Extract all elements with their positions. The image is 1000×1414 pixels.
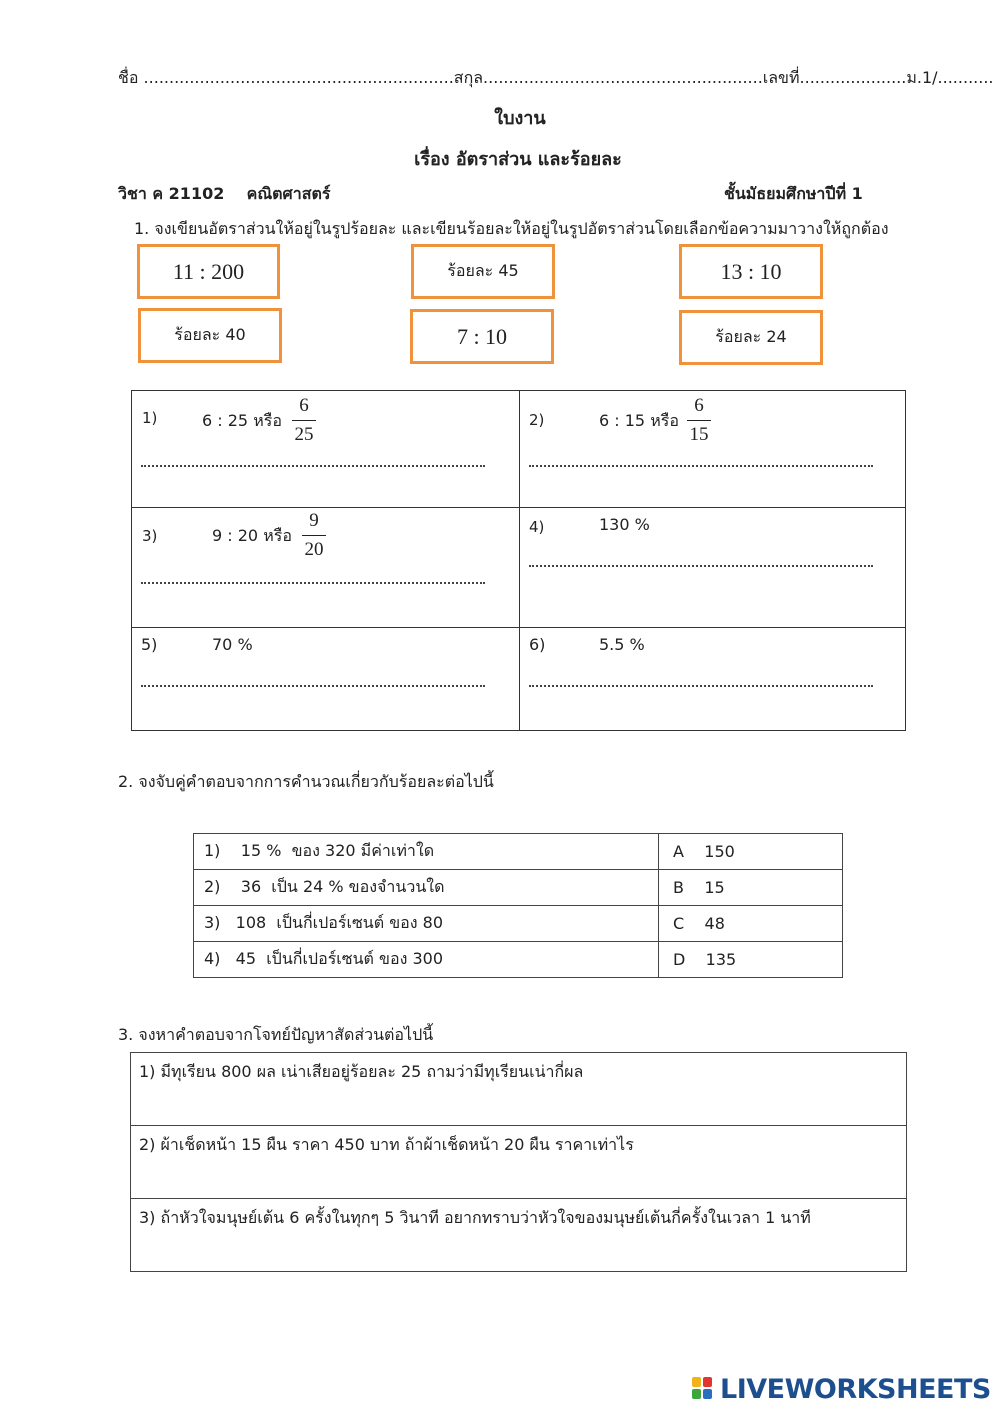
answer-letter: A — [673, 842, 684, 861]
section2-instruction: 2. จงจับคู่คำตอบจากการคำนวณเกี่ยวกับร้อยละต่อไปนี้ — [118, 772, 494, 791]
fraction — [302, 510, 326, 561]
answer-value: 135 — [705, 950, 737, 969]
logo-mark-icon — [692, 1377, 714, 1401]
item-number: 5) — [141, 635, 158, 654]
item-expression: 5.5 % — [599, 635, 645, 654]
section1-instruction: 1. จงเขียนอัตราส่วนให้อยู่ในรูปร้อยละ และเขียนร้อยละให้อยู่ในรูปอัตราส่วนโดยเลือกข้อความมาวางให้ถูกต้อง — [134, 219, 889, 238]
item-expression: 70 % — [212, 635, 253, 654]
grade-label: ชั้นมัธยมศึกษาปีที่ 1 — [724, 184, 863, 203]
grid-divider — [132, 507, 905, 508]
grid-divider — [519, 391, 520, 730]
answer-value: 150 — [704, 842, 735, 861]
item-expression: 9 : 20 หรือ — [212, 526, 292, 545]
item-number: 1) — [142, 409, 158, 427]
answer-cell[interactable] — [659, 906, 843, 942]
fraction-bar — [687, 420, 711, 421]
question-cell: 4) 45 เป็นกี่เปอร์เซนต์ ของ 300 — [194, 942, 659, 978]
answer-letter: B — [673, 878, 684, 897]
table-row — [131, 1053, 907, 1126]
answer-cell[interactable] — [659, 870, 843, 906]
item-number: 6) — [529, 635, 546, 654]
liveworksheets-logo — [692, 1374, 991, 1404]
answer-drop-line[interactable] — [141, 465, 485, 467]
answer-drop-line[interactable] — [529, 465, 873, 467]
fraction-denominator: 15 — [689, 424, 709, 445]
item-expression: 6 : 15 หรือ — [599, 411, 679, 430]
matching-table — [193, 833, 843, 978]
answer-cell[interactable] — [659, 942, 843, 978]
choice-card[interactable]: ร้อยละ 45 — [411, 244, 555, 299]
answer-cell[interactable] — [659, 834, 843, 870]
fraction-denominator: 20 — [304, 539, 324, 560]
answer-letter: D — [673, 950, 686, 969]
choice-card[interactable]: ร้อยละ 40 — [138, 308, 282, 363]
item-number: 3) — [142, 527, 158, 545]
answer-drop-line[interactable] — [141, 685, 485, 687]
logo-text: LIVEWORKSHEETS — [720, 1373, 991, 1405]
choice-card[interactable]: 11 : 200 — [137, 244, 280, 299]
fraction-bar — [292, 420, 316, 421]
table-row — [194, 870, 843, 906]
grid-divider — [132, 627, 905, 628]
table-row — [194, 942, 843, 978]
answer-drop-line[interactable] — [141, 582, 485, 584]
fraction-numerator: 9 — [309, 510, 319, 531]
table-row — [194, 834, 843, 870]
choice-card[interactable]: 13 : 10 — [679, 244, 823, 299]
fraction — [687, 395, 711, 446]
answer-letter: C — [673, 914, 685, 933]
answer-value: 15 — [704, 878, 725, 897]
problem-cell[interactable]: 1) มีทุเรียน 800 ผล เน่าเสียอยู่ร้อยละ 25 ถามว่ามีทุเรียนเน่ากี่ผล — [131, 1053, 907, 1126]
fraction-numerator: 6 — [694, 395, 704, 416]
item-number: 2) — [529, 411, 545, 429]
item-expression: 130 % — [599, 515, 650, 534]
section3-instruction: 3. จงหาคำตอบจากโจทย์ปัญหาสัดส่วนต่อไปนี้ — [118, 1025, 434, 1044]
question-cell: 2) 36 เป็น 24 % ของจำนวนใด — [194, 870, 659, 906]
answer-drop-line[interactable] — [529, 565, 873, 567]
fraction — [292, 395, 316, 446]
table-row — [194, 906, 843, 942]
table-row — [131, 1126, 907, 1199]
answer-drop-line[interactable] — [529, 685, 873, 687]
question-cell: 3) 108 เป็นกี่เปอร์เซนต์ ของ 80 — [194, 906, 659, 942]
fraction-denominator: 25 — [294, 424, 314, 445]
item-number: 4) — [529, 518, 545, 536]
problem-cell[interactable]: 3) ถ้าหัวใจมนุษย์เต้น 6 ครั้งในทุกๆ 5 วินาที อยากทราบว่าหัวใจของมนุษย์เต้นกี่ครั้งในเวลา 1 นาที — [131, 1199, 907, 1272]
subject-label: วิชา ค 21102 คณิตศาสตร์ — [118, 184, 331, 203]
fraction-bar — [302, 535, 326, 536]
answer-value: 48 — [704, 914, 725, 933]
table-row — [131, 1199, 907, 1272]
choice-card[interactable]: ร้อยละ 24 — [679, 310, 823, 365]
answer-grid — [131, 390, 906, 731]
name-line: ชื่อ .............................................................สกุล.......................................................เลขที่.....................ม.1/........... — [118, 68, 994, 87]
fraction-numerator: 6 — [299, 395, 309, 416]
choice-card[interactable]: 7 : 10 — [410, 309, 554, 364]
item-expression: 6 : 25 หรือ — [202, 411, 282, 430]
worksheet-subtitle: เรื่อง อัตราส่วน และร้อยละ — [414, 149, 622, 170]
question-cell: 1) 15 % ของ 320 มีค่าเท่าใด — [194, 834, 659, 870]
worksheet-title: ใบงาน — [494, 108, 546, 129]
word-problem-table — [130, 1052, 907, 1272]
problem-cell[interactable]: 2) ผ้าเช็ดหน้า 15 ผืน ราคา 450 บาท ถ้าผ้าเช็ดหน้า 20 ผืน ราคาเท่าไร — [131, 1126, 907, 1199]
